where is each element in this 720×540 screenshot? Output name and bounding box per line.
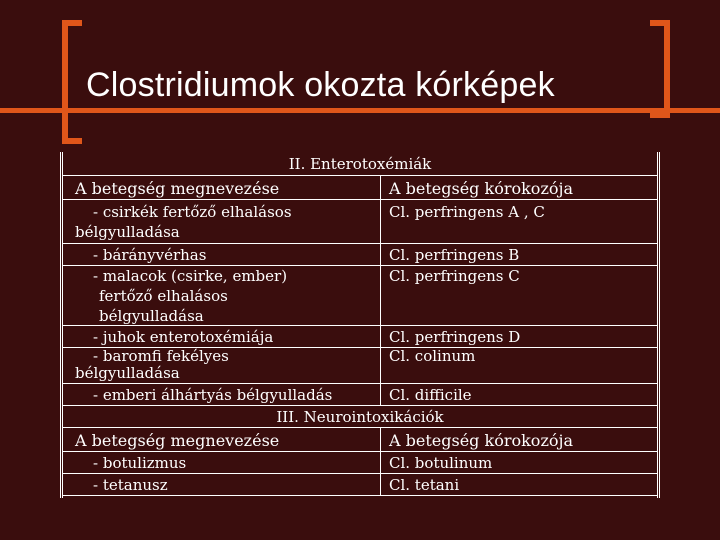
- title-underline: [0, 108, 720, 113]
- table-row: [63, 384, 657, 406]
- pathogen-cell: Cl. perfringens B: [389, 246, 520, 264]
- table-row: [63, 266, 657, 326]
- disease-line: bélgyulladása: [75, 364, 180, 382]
- pathogen-cell: Cl. colinum: [389, 347, 476, 365]
- column-header-row: [63, 176, 657, 200]
- disease-line: - juhok enterotoxémiája: [93, 328, 274, 346]
- column-header-row: [63, 428, 657, 452]
- table-row: [63, 244, 657, 266]
- section-heading: III. Neurointoxikációk: [276, 408, 444, 426]
- pathogen-cell: Cl. difficile: [389, 386, 472, 404]
- disease-cell: [75, 452, 381, 473]
- pathogen-cell: Cl. perfringens D: [389, 328, 521, 346]
- disease-line: - tetanusz: [93, 476, 168, 494]
- pathogen-cell: Cl. perfringens A , C: [389, 203, 545, 221]
- pathogen-cell: Cl. perfringens C: [389, 267, 520, 285]
- section-heading-row: [63, 406, 657, 428]
- section-heading-row: [63, 152, 657, 176]
- pathogen-cell: Cl. tetani: [389, 476, 460, 494]
- disease-line: - malacok (csirke, ember): [93, 267, 288, 285]
- table-row: [63, 452, 657, 474]
- disease-cell: [75, 474, 381, 495]
- disease-line: - csirkék fertőző elhalásos: [93, 203, 292, 221]
- slide-title: Clostridiumok okozta kórképek: [86, 66, 555, 104]
- disease-cell: [75, 244, 381, 265]
- disease-cell: [75, 326, 381, 347]
- disease-line: bélgyulladása: [75, 223, 180, 241]
- column-header-pathogen: A betegség kórokozója: [389, 179, 573, 198]
- disease-line: fertőző elhalásos: [99, 287, 228, 305]
- disease-line: - bárányvérhas: [93, 246, 207, 264]
- left-bracket-decoration: [62, 20, 82, 144]
- column-header-disease: A betegség megnevezése: [75, 176, 381, 199]
- column-header-pathogen: A betegség kórokozója: [389, 431, 573, 450]
- clostridium-table: [60, 152, 660, 498]
- right-bracket-decoration: [650, 20, 670, 118]
- column-header-disease: A betegség megnevezése: [75, 428, 381, 451]
- disease-cell: [75, 266, 381, 325]
- disease-line: - emberi álhártyás bélgyulladás: [93, 386, 333, 404]
- disease-cell: [75, 348, 381, 383]
- table-row: [63, 200, 657, 244]
- table-row: [63, 474, 657, 496]
- table-row: [63, 348, 657, 384]
- disease-line: - baromfi fekélyes: [93, 347, 229, 365]
- disease-line: bélgyulladása: [99, 307, 204, 325]
- pathogen-cell: Cl. botulinum: [389, 454, 493, 472]
- table-row: [63, 326, 657, 348]
- disease-line: - botulizmus: [93, 454, 187, 472]
- section-heading: II. Enterotoxémiák: [288, 155, 432, 173]
- disease-cell: [75, 384, 381, 405]
- disease-cell: [75, 200, 381, 243]
